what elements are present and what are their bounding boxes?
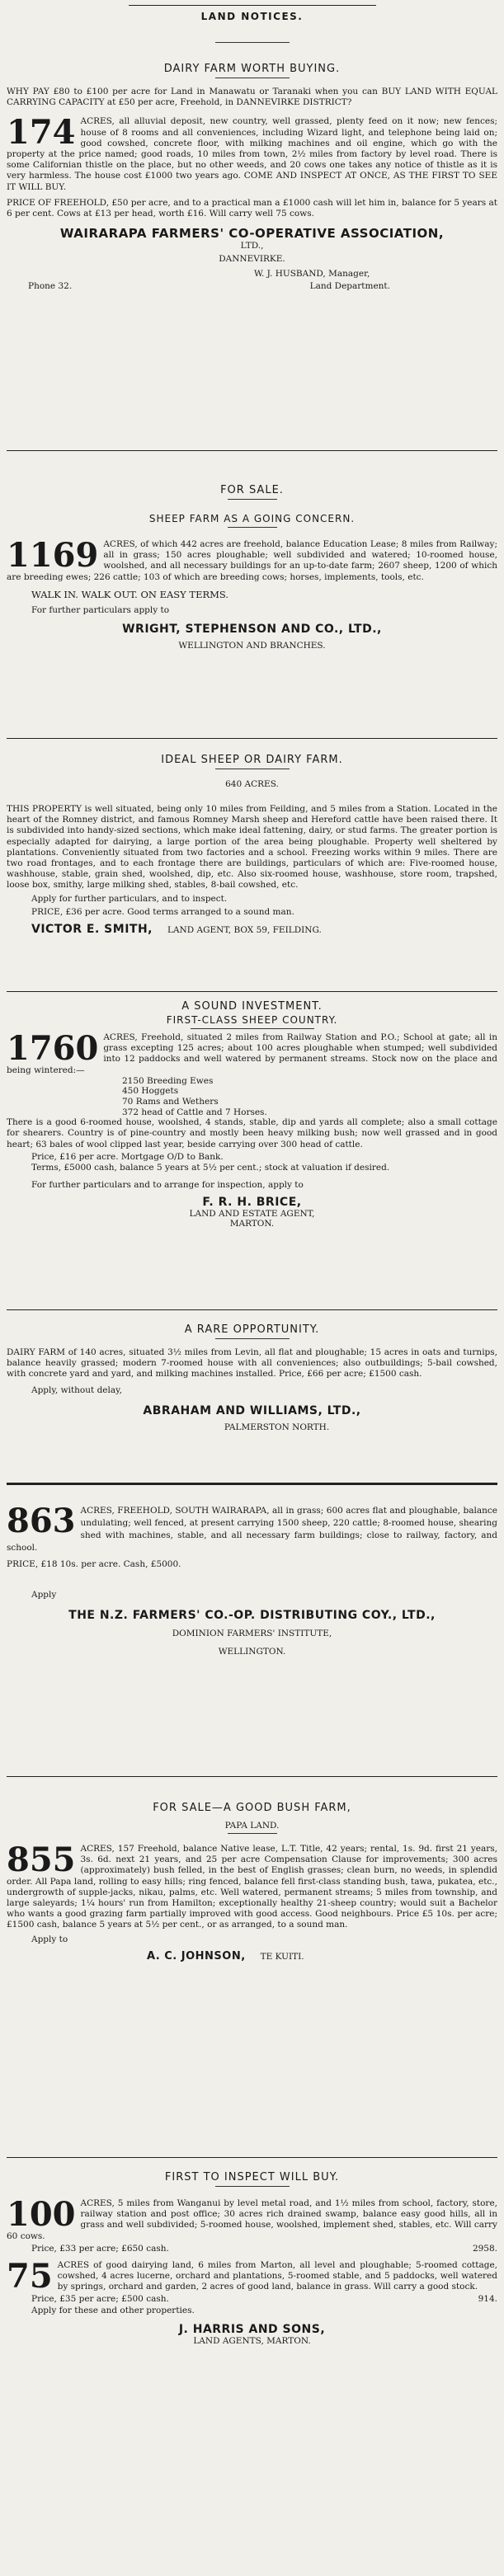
top-rule	[129, 5, 376, 6]
firm-sub: LAND AGENTS, MARTON.	[193, 2336, 311, 2347]
page-header: LAND NOTICES.	[200, 11, 304, 22]
ad-subheading: 640 ACRES.	[225, 779, 279, 789]
ad-price: PRICE, £36 per acre. Good terms arranged to a sound man.	[31, 906, 294, 917]
stock-item: 450 Hoggets	[122, 1086, 179, 1097]
apply: Apply for these and other properties.	[31, 2306, 195, 2316]
ad-body: ACRES, all alluvial deposit, new country, well grassed, plenty feed on it now; new fences; house of 8 rooms and all conveniences, including Wizard light, and telephone being laid on; good cowshed, concrete floor, with milking machines and oil engine, which go with the property at the price named; good roads, 10 miles from town, 2½ miles from factory by level road. There is some Californian thistle on the place, but no other weeds, and 20 cows one takes any notice of thistle as it is very harmless. The house cost £1000 two years ago. COME AND INSPECT AT ONCE, AS THE FIRST TO SEE IT WILL BUY.	[7, 116, 497, 192]
ad-price: PRICE, £18 10s. per acre. Cash, £5000.	[7, 1559, 181, 1569]
ad-heading: A SOUND INVESTMENT.	[181, 1000, 323, 1013]
walk-in: WALK IN. WALK OUT. ON EASY TERMS.	[31, 588, 229, 600]
divider	[215, 1338, 290, 1339]
ad-price: Price, £16 per acre. Mortgage O/D to Bank.	[31, 1151, 224, 1162]
ad-heading: FOR SALE—A GOOD BUSH FARM,	[153, 1802, 351, 1814]
town: DANNEVIRKE.	[219, 254, 285, 265]
ad-ideal-sheep-dairy-farm	[7, 738, 497, 936]
ad-sound-investment	[7, 991, 497, 1229]
apply: Apply to	[31, 1934, 68, 1944]
ad-subheading: SHEEP FARM AS A GOING CONCERN.	[148, 513, 356, 524]
ad-south-wairarapa	[7, 1483, 497, 1657]
lead-number-2: 75	[7, 2256, 53, 2296]
ad-body: ACRES, Freehold, situated 2 miles from Railway Station and P.O.; School at gate; all in grass excepting 125 acres; about 100 acres ploughable when stumped; well subdivided into 12 paddocks and well watered by permanent streams. Stock now on the place and being wintered:—	[7, 1032, 497, 1075]
ad-price: PRICE OF FREEHOLD, £50 per acre, and to a practical man a £1000 cash will let him in, balance for 5 years at 6 per cent. Cows at £13 per head, worth £16. Will carry well 75 cows.	[7, 197, 497, 219]
divider	[228, 499, 277, 500]
ad-heading: FIRST TO INSPECT WILL BUY.	[164, 2171, 340, 2183]
firm-sub: WELLINGTON AND BRANCHES.	[178, 640, 326, 651]
town: MARTON.	[229, 1218, 275, 1229]
ad-heading: FOR SALE.	[220, 484, 284, 496]
stock-item: 70 Rams and Wethers	[122, 1097, 219, 1107]
ad-heading: IDEAL SHEEP OR DAIRY FARM.	[161, 754, 343, 766]
ad-rule	[7, 1309, 497, 1310]
divider	[215, 2186, 290, 2187]
ad-price-2: Price, £35 per acre; £500 cash.	[31, 2294, 169, 2305]
ad-body-2: There is a good 6-roomed house, woolshed, 4 stands, stable, dip and yards all complete; also a small cottage for shearers. Country is of pine-country and mostly been heavy milking bush; now well grassed and in good heart; 63 bales of wool clipped last year, beside carrying over 300 head of cattle.	[7, 1117, 497, 1149]
ad-subheading: PAPA LAND.	[224, 1821, 280, 1831]
firm-sub: DOMINION FARMERS' INSTITUTE,	[172, 1629, 332, 1638]
ad-rule	[7, 991, 497, 992]
agent-name: VICTOR E. SMITH,	[31, 922, 153, 936]
firm-name: WAIRARAPA FARMERS' CO-OPERATIVE ASSOCIATION,	[59, 226, 445, 242]
ad-bush-farm-papa-land	[7, 1776, 497, 1963]
ad-body: THIS PROPERTY is well situated, being only 10 miles from Feilding, and 5 miles from a Station. Located in the heart of the Romney district, and famous Romney Marsh sheep and Hereford cattle have been raised there. It is subdivided into handy-sized sections, which make ideal fattening, dairy, or stud farms. The greater portion is especially adapted for dairying, a large portion of the area being ploughable. Property well sheltered by plantations. Conveniently situated from two factories and a school. Freezing works within 9 miles. There are two road frontages, and to each frontage there are buildings, particulars of which are: Five-roomed house, washhouse, stable, grain shed, woolshed, dip, etc. Also six-roomed house, washhouse, store room, trapshed, loose box, smithy, large milking shed, stables, 8-bail cowshed, etc.	[7, 804, 497, 891]
ad-rule	[7, 1776, 497, 1777]
firm-name: ABRAHAM AND WILLIAMS, LTD.,	[143, 1403, 361, 1417]
lead-number: 174	[7, 113, 76, 153]
department: Land Department.	[309, 281, 390, 292]
ad-body: DAIRY FARM of 140 acres, situated 3½ miles from Levin, all flat and ploughable; 15 acres in oats and turnips, balance heavily grassed; modern 7-roomed house with all conveniences; also outbuildings; 5-bail cowshed, with concrete yard and yard, and milking machines installed. Price, £66 per acre; £1500 cash.	[7, 1347, 497, 1380]
ad-body: ACRES, of which 442 acres are freehold, balance Education Lease; 8 miles from Railway; all in grass; 150 acres ploughable; well subdivided and watered; 10-roomed house, woolshed, and all necessary buildings for an up-to-date farm; 2607 sheep, 1200 of which are breeding ewes; 226 cattle; 103 of which are breeding cows; horses, implements, tools, etc.	[7, 539, 497, 582]
stock-item: 372 head of Cattle and 7 Horses.	[122, 1107, 267, 1117]
lead-number: 863	[7, 1502, 76, 1540]
firm-name: J. HARRIS AND SONS,	[178, 2323, 326, 2337]
stock-item: 2150 Breeding Ewes	[122, 1075, 214, 1086]
lead-number: 855	[7, 1840, 76, 1879]
ad-intro: WHY PAY £80 to £100 per acre for Land in Manawatu or Taranaki when you can BUY LAND WITH EQUAL CARRYING CAPACITY at £50 per acre, Freehold, in DANNEVIRKE DISTRICT?	[7, 87, 497, 108]
ad-rare-opportunity	[7, 1309, 497, 1432]
town: TE KUITI.	[260, 1951, 304, 1962]
divider	[228, 1833, 277, 1834]
ad-rule	[7, 1483, 497, 1485]
lead-number: 1760	[7, 1029, 99, 1068]
divider	[215, 42, 290, 43]
ad-dairy-farm-dannevirke	[7, 5, 497, 291]
agent-address: LAND AGENT, BOX 59, FEILDING.	[167, 924, 322, 935]
ad-rule	[7, 450, 497, 451]
divider	[228, 527, 277, 528]
agent-sub: LAND AND ESTATE AGENT,	[189, 1208, 315, 1219]
apply: For further particulars apply to	[31, 604, 170, 615]
ad-harris-marton	[7, 2157, 497, 2346]
ad-sheep-farm-going-concern	[7, 450, 497, 651]
lead-number: 100	[7, 2195, 76, 2234]
apply: For further particulars and to arrange for inspection, apply to	[31, 1179, 304, 1190]
ad-rule	[7, 738, 497, 739]
town: PALMERSTON NORTH.	[224, 1422, 330, 1432]
phone: Phone 32.	[28, 281, 73, 292]
ad-body-2: ACRES of good dairying land, 6 miles from Marton, all level and ploughable; 5-roomed cottage, cowshed, 4 acres lucerne, orchard and plantations, 5-roomed stable, and 5 paddocks, well watered by springs, orchard and garden, 2 acres of good land, balance in grass. Will carry a good stock.	[57, 2259, 497, 2292]
apply: Apply	[31, 1590, 57, 1600]
apply: Apply for further particulars, and to inspect.	[31, 893, 228, 904]
firm-name: WRIGHT, STEPHENSON AND CO., LTD.,	[122, 622, 382, 636]
divider	[191, 1028, 314, 1029]
agent-name: F. R. H. BRICE,	[202, 1195, 302, 1209]
ad-terms: Terms, £5000 cash, balance 5 years at 5½ per cent.; stock at valuation if desired.	[31, 1162, 390, 1173]
firm-name: THE N.Z. FARMERS' CO.-OP. DISTRIBUTING COY., LTD.,	[68, 1609, 436, 1622]
apply: Apply, without delay,	[31, 1384, 122, 1395]
ad-heading: DAIRY FARM WORTH BUYING.	[163, 63, 341, 75]
manager: W. J. HUSBAND, Manager,	[254, 269, 370, 280]
ad-subheading: FIRST-CLASS SHEEP COUNTRY.	[166, 1014, 338, 1026]
ad-body: ACRES, 5 miles from Wanganui by level metal road, and 1½ miles from school, factory, store, railway station and post office; 30 acres rich drained swamp, balance easy good hills, all in grass and well subdivided; 5-roomed house, woolshed, implement shed, stables, etc. Will carry 60 cows.	[7, 2198, 497, 2241]
lead-number: 1169	[7, 536, 99, 575]
listing-code: 2958.	[472, 2243, 497, 2254]
ad-heading: A RARE OPPORTUNITY.	[184, 1323, 320, 1336]
ad-body: ACRES, FREEHOLD, SOUTH WAIRARAPA, all in grass; 600 acres flat and ploughable, balance undulating; well fenced, at present carrying 1500 sheep, 220 cattle; 8-roomed house, shearing shed with machines, stable, and all necessary farm buildings; close to railway, factory, and school.	[7, 1506, 497, 1553]
listing-code-2: 914.	[478, 2294, 497, 2305]
town: WELLINGTON.	[218, 1647, 286, 1657]
firm-sub: LTD.,	[240, 241, 264, 251]
ad-body: ACRES, 157 Freehold, balance Native lease, L.T. Title, 42 years; rental, 1s. 9d. first 21 years, 3s. 6d. next 21 years, and 25 per acre Compensation Clause for improvements; 300 acres (approximately) bush felled, in the best of English grasses; clean burn, no weeds, in splendid order. All Papa land, rolling to easy hills; ring fenced, balance fell first-class standing bush, tawa, pukatea, etc., undergrowth of supple-jacks, nikau, palms, etc. Well watered, permanent streams; 5 miles from township, and large saleyards; 1¼ hours' run from Hamilton; exceptionally healthy 21-sheep country; would suit a Bachelor who wants a good grazing farm partially improved with good access. Good neighbours. Price £5 10s. per acre; £1500 cash, balance 5 years at 5½ per cent., or as arranged, to a sound man.	[7, 1844, 497, 1930]
agent-name: A. C. JOHNSON,	[147, 1949, 246, 1963]
ad-rule	[7, 2157, 497, 2158]
ad-price: Price, £33 per acre; £650 cash.	[31, 2243, 169, 2254]
